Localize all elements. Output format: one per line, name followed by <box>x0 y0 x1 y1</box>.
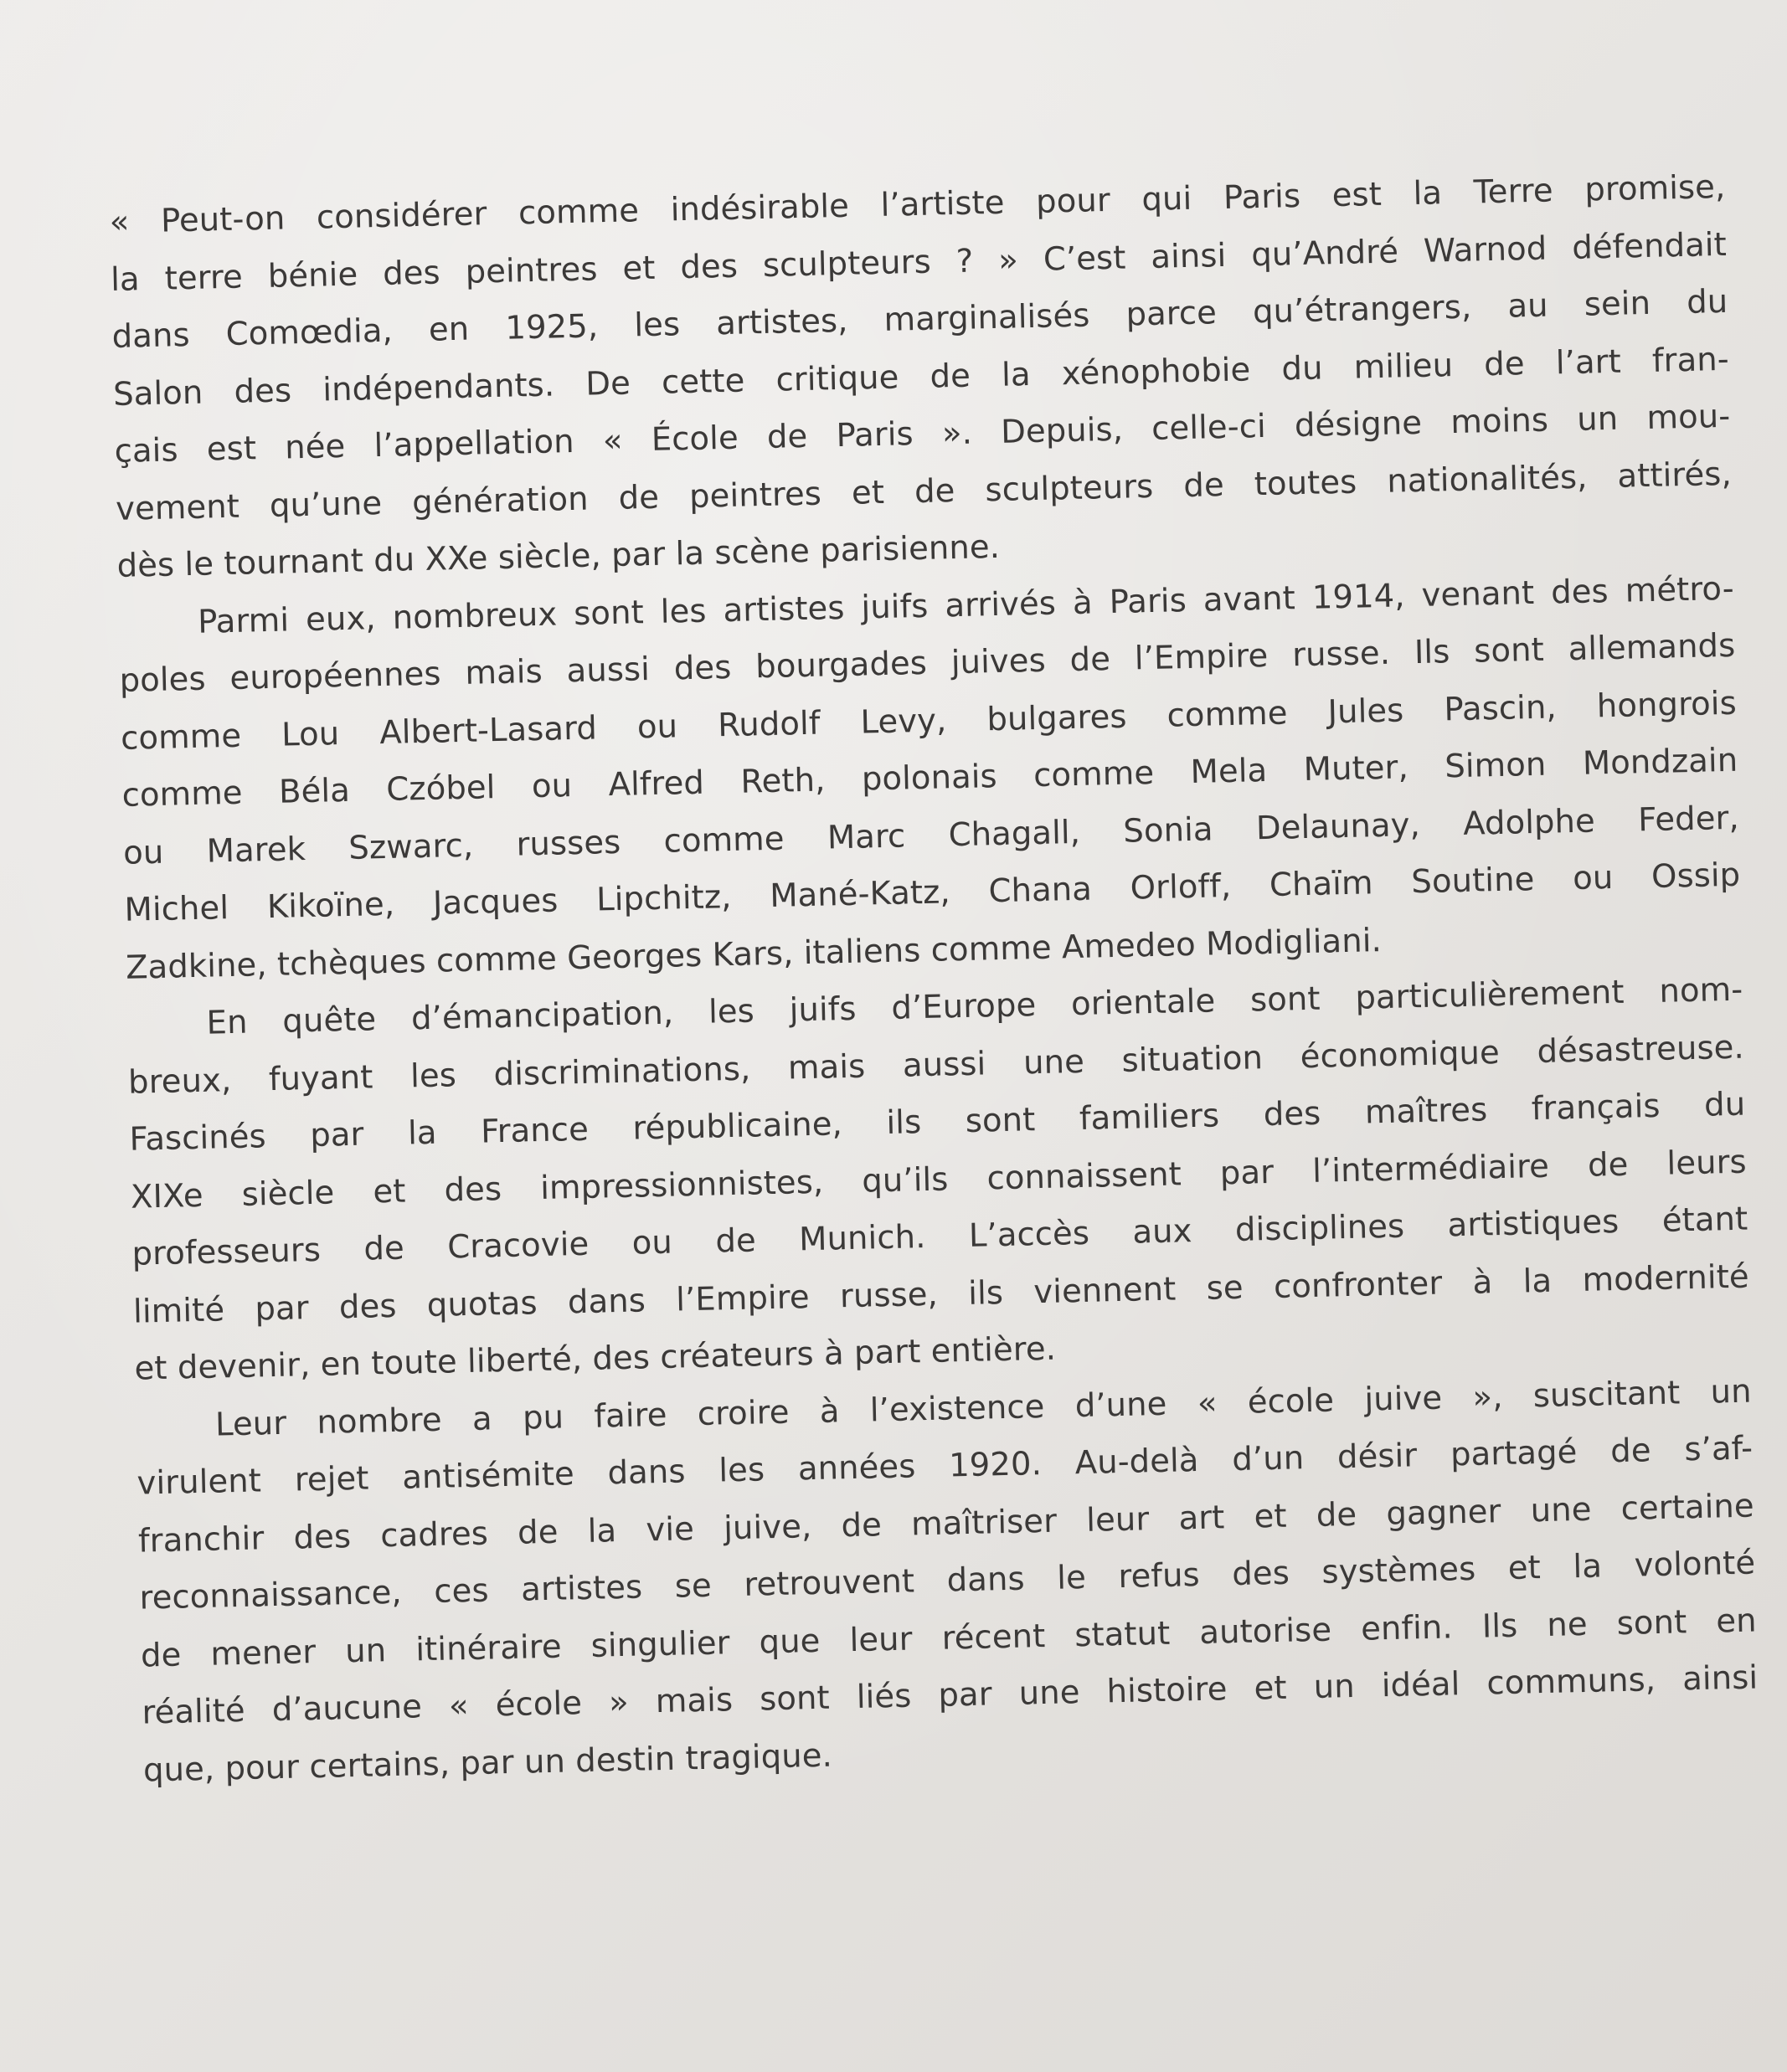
text-line: réalité d’aucune « école » mais sont liés par une histoire et un idéal communs, ainsi <box>142 1658 1759 1732</box>
text-line: « Peut-on considérer comme indésirable l’artiste pour qui Paris est la Terre promise, <box>109 167 1726 241</box>
text-line: breux, fuyant les discriminations, mais aussi une situation économique désastreuse. <box>127 1028 1745 1102</box>
text-line: poles européennes mais aussi des bourgades juives de l’Empire russe. Ils sont allemands <box>119 626 1736 700</box>
text-line: limité par des quotas dans l’Empire russe, ils viennent se confronter à la modernité <box>132 1257 1750 1331</box>
text-line: franchir des cadres de la vie juive, de maîtriser leur art et de gagner une certaine <box>137 1487 1755 1560</box>
paragraph-2 <box>117 560 1742 996</box>
text-line: et devenir, en toute liberté, des créateurs à part entière. <box>134 1329 1057 1388</box>
text-line: XIXe siècle et des impressionnistes, qu’ils connaissent par l’intermédiaire de leurs <box>130 1143 1748 1216</box>
text-line: Parmi eux, nombreux sont les artistes juifs arrivés à Paris avant 1914, venant des métro- <box>197 569 1735 641</box>
text-line: professeurs de Cracovie ou de Munich. L’accès aux disciplines artistiques étant <box>131 1200 1748 1273</box>
paragraph-3 <box>126 962 1751 1398</box>
text-line: reconnaissance, ces artistes se retrouvent dans le refus des systèmes et la volonté <box>139 1544 1756 1617</box>
body-text <box>109 159 1759 1800</box>
text-line: çais est née l’appellation « École de Paris ». Depuis, celle-ci désigne moins un mou- <box>114 397 1731 470</box>
text-line: que, pour certains, par un destin tragique. <box>142 1736 833 1790</box>
text-line: comme Béla Czóbel ou Alfred Reth, polonais comme Mela Muter, Simon Mondzain <box>121 741 1738 815</box>
text-line: En quête d’émancipation, les juifs d’Europe orientale sont particulièrement nom- <box>206 970 1743 1042</box>
text-line: de mener un itinéraire singulier que leur récent statut autorise enfin. Ils ne sont en <box>140 1601 1758 1675</box>
text-line: ou Marek Szwarc, russes comme Marc Chagall, Sonia Delaunay, Adolphe Feder, <box>122 799 1740 872</box>
text-line: virulent rejet antisémite dans les années 1920. Au-delà d’un désir partagé de s’af- <box>136 1429 1754 1503</box>
text-line: vement qu’une génération de peintres et de sculpteurs de toutes nationalités, attirés, <box>115 455 1733 528</box>
paragraph-4 <box>135 1363 1759 1799</box>
paragraph-1 <box>109 159 1733 595</box>
text-line: dans Comœdia, en 1925, les artistes, marginalisés parce qu’étrangers, au sein du <box>111 282 1728 356</box>
text-line: Michel Kikoïne, Jacques Lipchitz, Mané-Katz, Chana Orloff, Chaïm Soutine ou Ossip <box>124 856 1741 929</box>
text-line: la terre bénie des peintres et des sculpteurs ? » C’est ainsi qu’André Warnod défendait <box>110 225 1728 299</box>
text-line: Zadkine, tchèques comme Georges Kars, italiens comme Amedeo Modigliani. <box>125 921 1383 987</box>
text-line: comme Lou Albert-Lasard ou Rudolf Levy, bulgares comme Jules Pascin, hongrois <box>120 684 1738 758</box>
text-line: Salon des indépendants. De cette critique de la xénophobie du milieu de l’art fran- <box>112 340 1730 414</box>
text-line: Fascinés par la France républicaine, ils sont familiers des maîtres français du <box>129 1085 1746 1159</box>
text-line: Leur nombre a pu faire croire à l’existence d’une « école juive », suscitant un <box>214 1372 1753 1444</box>
text-line: dès le tournant du XXe siècle, par la scène parisienne. <box>116 527 1001 585</box>
